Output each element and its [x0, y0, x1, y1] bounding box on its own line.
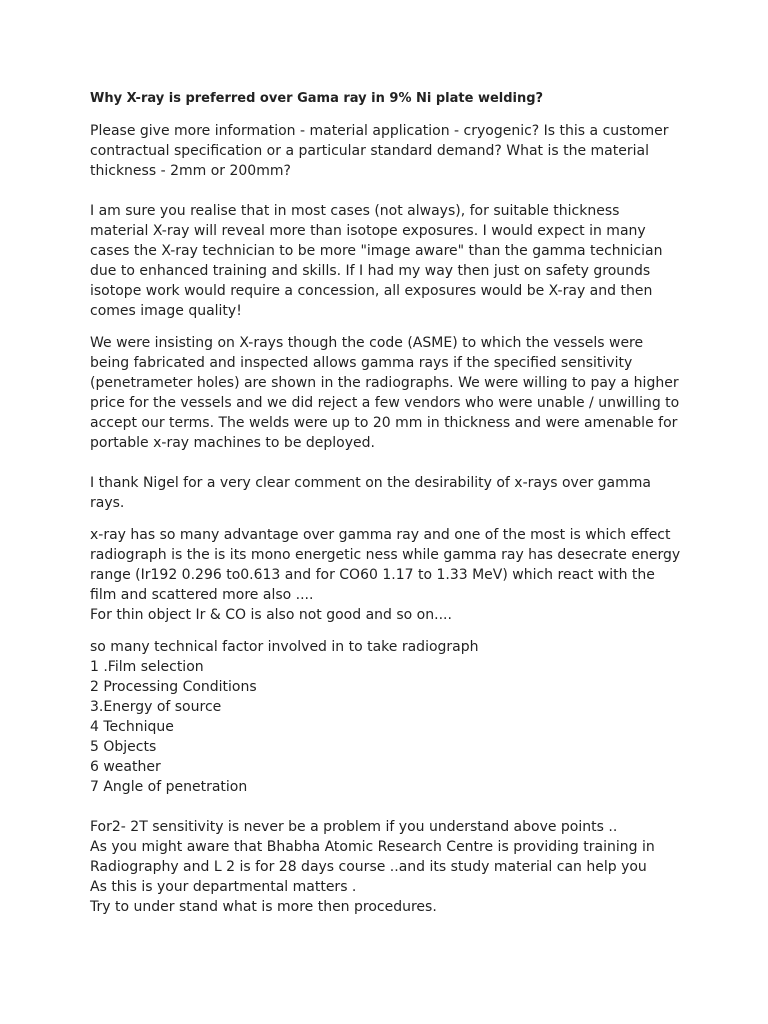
text-line: (penetrameter holes) are shown in the radiographs. We were willing to pay a higher — [90, 375, 679, 391]
text-line: x-ray has so many advantage over gamma ray and one of the most is which effect — [90, 527, 671, 543]
text-line: Please give more information - material application - cryogenic? Is this a customer — [90, 123, 669, 139]
question-title: Why X-ray is preferred over Gama ray in 9% Ni plate welding? — [90, 91, 544, 106]
list-item: 5 Objects — [90, 739, 157, 755]
text-line: price for the vessels and we did reject a few vendors who were unable / unwilling to — [90, 395, 680, 411]
reply-paragraph-7 — [90, 817, 710, 917]
text-line: As this is your departmental matters . — [90, 879, 357, 895]
list-item: 2 Processing Conditions — [90, 679, 257, 695]
text-line: material X-ray will reveal more than isotope exposures. I would expect in many — [90, 223, 646, 239]
text-line: rays. — [90, 495, 125, 511]
text-line: range (Ir192 0.296 to0.613 and for CO60 1.17 to 1.33 MeV) which react with the — [90, 567, 655, 583]
list-item: 6 weather — [90, 759, 161, 775]
text-line: For thin object Ir & CO is also not good and so on.... — [90, 607, 452, 623]
text-line: comes image quality! — [90, 303, 242, 319]
reply-paragraph-1 — [90, 121, 710, 181]
reply-paragraph-3 — [90, 333, 710, 453]
text-line: cases the X-ray technician to be more "image aware" than the gamma technician — [90, 243, 663, 259]
text-line: thickness - 2mm or 200mm? — [90, 163, 291, 179]
text-line: As you might aware that Bhabha Atomic Research Centre is providing training in — [90, 839, 655, 855]
reply-paragraph-6 — [90, 637, 710, 797]
text-line: Try to under stand what is more then procedures. — [90, 899, 437, 915]
reply-paragraph-4 — [90, 473, 710, 513]
text-line: due to enhanced training and skills. If I had my way then just on safety grounds — [90, 263, 651, 279]
text-line: being fabricated and inspected allows gamma rays if the specified sensitivity — [90, 355, 633, 371]
list-item: 4 Technique — [90, 719, 174, 735]
text-line: portable x-ray machines to be deployed. — [90, 435, 375, 451]
text-line: I am sure you realise that in most cases (not always), for suitable thickness — [90, 203, 620, 219]
reply-paragraph-5 — [90, 525, 710, 625]
reply-paragraph-2 — [90, 201, 710, 321]
text-line: We were insisting on X-rays though the code (ASME) to which the vessels were — [90, 335, 644, 351]
list-item: 1 .Film selection — [90, 659, 204, 675]
text-line: accept our terms. The welds were up to 20 mm in thickness and were amenable for — [90, 415, 678, 431]
list-item: 3.Energy of source — [90, 699, 222, 715]
text-line: film and scattered more also .... — [90, 587, 314, 603]
list-item: 7 Angle of penetration — [90, 779, 248, 795]
text-line: contractual specification or a particular standard demand? What is the material — [90, 143, 649, 159]
document-body — [90, 89, 710, 917]
text-line: isotope work would require a concession, all exposures would be X-ray and then — [90, 283, 653, 299]
text-line: For2- 2T sensitivity is never be a problem if you understand above points .. — [90, 819, 618, 835]
text-line: radiograph is the is its mono energetic ness while gamma ray has desecrate energy — [90, 547, 681, 563]
text-line: so many technical factor involved in to take radiograph — [90, 639, 479, 655]
text-line: I thank Nigel for a very clear comment on the desirability of x-rays over gamma — [90, 475, 651, 491]
text-line: Radiography and L 2 is for 28 days course ..and its study material can help you — [90, 859, 647, 875]
